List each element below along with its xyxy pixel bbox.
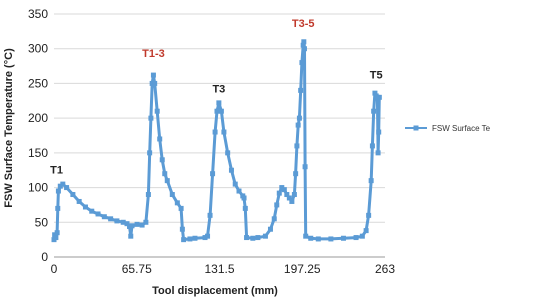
data-point-0-78 (299, 60, 304, 65)
data-point-0-8 (64, 185, 69, 190)
data-point-0-3 (55, 230, 60, 235)
data-point-0-29 (151, 73, 156, 78)
data-point-0-88 (354, 235, 359, 240)
data-point-0-44 (205, 234, 210, 239)
data-point-0-91 (366, 213, 371, 218)
data-point-0-2 (53, 235, 58, 240)
data-point-0-26 (147, 150, 152, 155)
data-point-0-36 (170, 192, 175, 197)
y-tick-label-7: 350 (27, 7, 48, 21)
data-point-0-84 (308, 236, 313, 241)
data-point-0-58 (243, 206, 248, 211)
data-point-0-66 (277, 191, 282, 196)
y-tick-label-5: 250 (27, 76, 48, 91)
data-point-0-46 (210, 171, 215, 176)
data-point-0-73 (293, 171, 298, 176)
data-point-0-90 (364, 228, 369, 233)
peak-label-2: T3 (212, 83, 226, 96)
data-point-0-82 (303, 164, 308, 169)
data-point-0-98 (376, 150, 381, 155)
data-point-0-53 (229, 168, 234, 173)
data-point-0-30 (152, 81, 157, 86)
data-point-0-86 (328, 236, 333, 241)
data-point-0-27 (148, 116, 153, 121)
peak-label-1: T1-3 (142, 48, 165, 61)
data-point-0-68 (282, 187, 287, 192)
data-point-0-48 (214, 109, 219, 114)
data-point-0-47 (213, 130, 218, 135)
data-point-0-77 (298, 88, 303, 93)
data-point-0-57 (242, 195, 247, 200)
data-point-0-16 (114, 218, 119, 223)
data-point-0-83 (303, 234, 308, 239)
data-point-0-64 (272, 216, 277, 221)
x-tick-label-4: 263 (374, 262, 396, 276)
data-point-0-71 (289, 199, 294, 204)
data-point-0-75 (296, 123, 301, 128)
y-tick-label-1: 50 (34, 215, 48, 230)
x-axis-title: Tool displacement (mm) (152, 285, 278, 297)
data-point-0-54 (233, 182, 238, 187)
data-point-0-49 (216, 100, 221, 105)
data-point-0-94 (371, 109, 376, 114)
data-point-0-22 (135, 222, 140, 227)
data-point-0-9 (70, 192, 75, 197)
data-point-0-13 (96, 211, 101, 216)
data-point-0-11 (83, 205, 88, 210)
data-point-0-72 (292, 192, 297, 197)
data-point-0-65 (274, 202, 279, 207)
peak-label-0: T1 (50, 164, 63, 177)
data-point-0-33 (160, 157, 165, 162)
y-tick-label-0: 0 (41, 250, 48, 264)
y-tick-label-6: 300 (27, 41, 48, 56)
data-point-0-25 (146, 192, 151, 197)
data-point-0-80 (301, 39, 306, 44)
peak-label-3: T3-5 (291, 18, 315, 31)
data-point-0-59 (244, 235, 249, 240)
data-point-0-20 (128, 234, 133, 239)
data-point-0-34 (162, 171, 167, 176)
data-point-0-35 (165, 178, 170, 183)
data-point-0-74 (294, 143, 299, 148)
x-tick-label-2: 131.5 (204, 262, 235, 276)
peak-label-4: T5 (369, 69, 383, 82)
data-point-0-55 (237, 189, 242, 194)
y-tick-label-4: 200 (27, 111, 48, 126)
data-point-0-100 (377, 95, 382, 100)
data-point-0-87 (341, 236, 346, 241)
data-point-0-39 (180, 227, 185, 232)
data-point-0-24 (143, 220, 148, 225)
data-point-0-81 (302, 46, 307, 51)
data-point-0-45 (208, 213, 213, 218)
data-point-0-14 (102, 214, 107, 219)
data-point-0-62 (263, 234, 268, 239)
x-tick-label-3: 197.25 (283, 262, 321, 276)
x-tick-label-0: 0 (50, 262, 58, 276)
y-tick-label-2: 100 (27, 180, 48, 195)
legend-marker-swatch (414, 126, 419, 131)
data-point-0-63 (268, 227, 273, 232)
data-point-0-37 (175, 200, 180, 205)
x-tick-label-1: 65.75 (121, 262, 152, 276)
y-axis-title: FSW Surface Temperature (°C) (3, 48, 15, 208)
data-point-0-50 (219, 109, 224, 114)
data-point-0-61 (255, 235, 260, 240)
data-point-0-93 (370, 143, 375, 148)
data-point-0-52 (225, 150, 230, 155)
data-point-0-32 (157, 136, 162, 141)
data-point-0-42 (192, 236, 197, 241)
data-point-0-31 (155, 109, 160, 114)
data-point-0-85 (316, 236, 321, 241)
data-point-0-89 (360, 234, 365, 239)
data-point-0-12 (89, 209, 94, 214)
data-point-0-92 (369, 178, 374, 183)
legend-series-label: FSW Surface Te (432, 124, 491, 133)
data-point-0-76 (297, 116, 302, 121)
data-point-0-40 (181, 237, 186, 242)
data-point-0-15 (108, 216, 113, 221)
data-point-0-41 (187, 236, 192, 241)
y-tick-label-3: 150 (27, 145, 48, 160)
data-point-0-10 (77, 199, 82, 204)
data-point-0-99 (376, 130, 381, 135)
data-point-0-4 (55, 206, 60, 211)
data-point-0-51 (221, 130, 226, 135)
data-point-0-38 (179, 206, 184, 211)
data-point-0-5 (56, 189, 61, 194)
data-point-0-60 (250, 236, 255, 241)
data-point-0-21 (130, 223, 135, 228)
